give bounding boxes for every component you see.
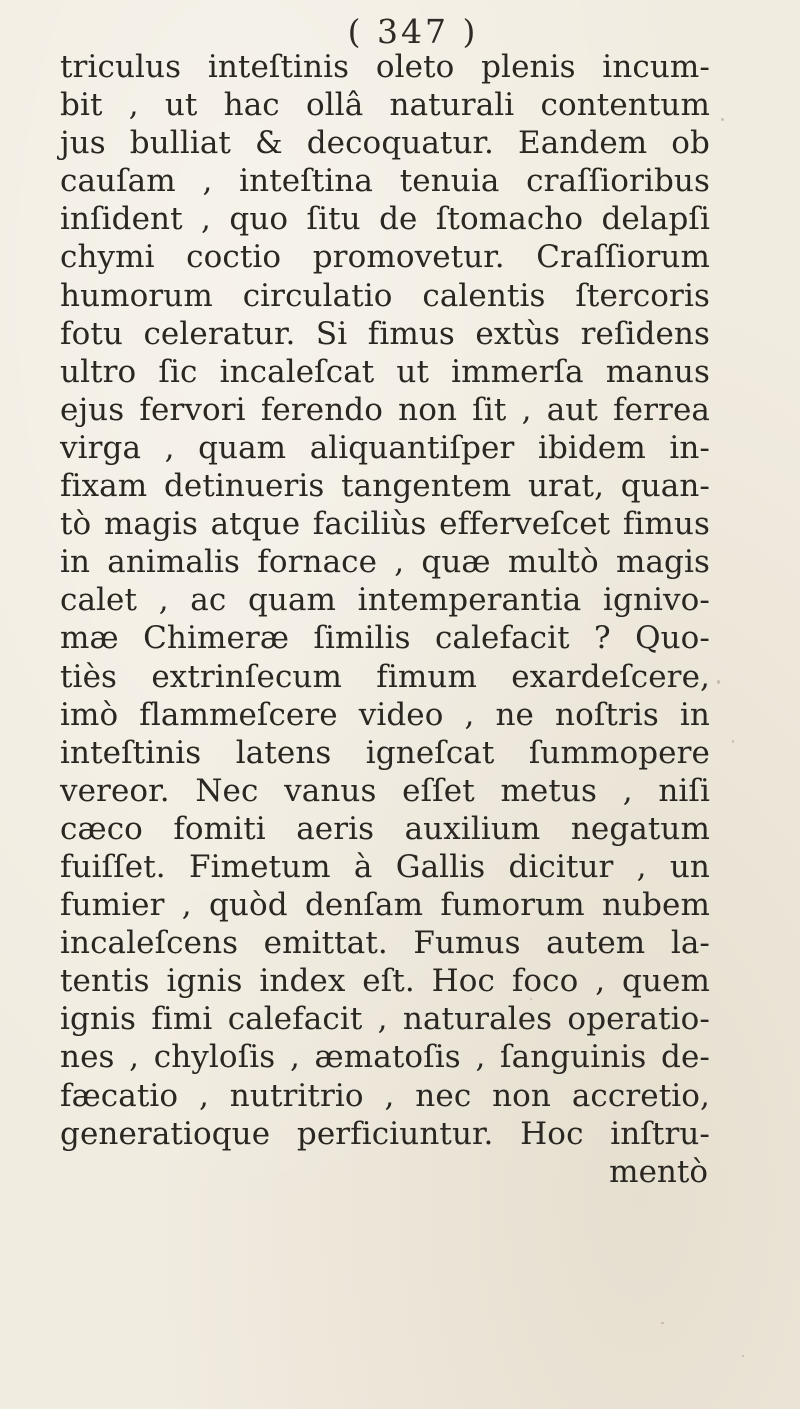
text-line: tiès extrinſecum fimum exardeſcere,: [60, 658, 710, 695]
text-line: fuiſſet. Fimetum à Gallis dicitur , un: [60, 848, 710, 885]
text-line: humorum circulatio calentis ſtercoris: [60, 277, 710, 314]
page-number: ( 347 ): [347, 12, 479, 51]
text-line: incaleſcens emittat. Fumus autem la-: [60, 925, 710, 962]
catchword: mentò: [609, 1153, 708, 1190]
text-line: chymi coctio promovetur. Craſſiorum: [60, 239, 710, 276]
text-line: inteſtinis latens igneſcat ſummopere: [60, 734, 710, 771]
text-line: fæcatio , nutritrio , nec non accretio,: [60, 1077, 710, 1114]
text-line: ultro ſic incaleſcat ut immerſa manus: [60, 353, 710, 390]
text-line: imò flammeſcere video , ne noſtris in: [60, 696, 710, 733]
text-line: generatioque perficiuntur. Hoc inſtru-: [60, 1115, 710, 1152]
text-line: triculus inteſtinis oleto plenis incum-: [60, 49, 710, 85]
text-line: ignis fimi calefacit , naturales operatio-: [60, 1001, 710, 1038]
text-line: vereor. Nec vanus eſſet metus , niſi: [60, 772, 710, 809]
text-line: calet , ac quam intemperantia ignivo-: [60, 582, 710, 619]
text-line: tentis ignis index eſt. Hoc foco , quem: [60, 963, 710, 1000]
text-line: ejus fervori ferendo non ſit , aut ferrea: [60, 391, 710, 428]
text-line: virga , quam aliquantiſper ibidem in-: [60, 429, 710, 466]
text-line: mæ Chimeræ ſimilis calefacit ? Quo-: [60, 620, 710, 657]
text-line: fotu celeratur. Si fimus extùs reſidens: [60, 315, 710, 352]
body-text: [60, 48, 710, 1191]
text-line: in animalis fornace , quæ multò magis: [60, 544, 710, 581]
text-line: bit , ut hac ollâ naturali contentum: [60, 87, 710, 124]
text-line: nes , chyloſis , æmatoſis , ſanguinis de-: [60, 1039, 710, 1076]
text-line: inſident , quo ſitu de ſtomacho delapſi: [60, 201, 710, 238]
text-line: fumier , quòd denſam fumorum nubem: [60, 887, 710, 924]
text-line: fixam detinueris tangentem urat, quan-: [60, 468, 710, 505]
text-line: tò magis atque faciliùs efferveſcet fimus: [60, 506, 710, 543]
text-line: cauſam , inteſtina tenuia craſſioribus: [60, 163, 710, 200]
text-line: cæco fomiti aeris auxilium negatum: [60, 810, 710, 847]
text-line: jus bulliat & decoquatur. Eandem ob: [60, 125, 710, 162]
